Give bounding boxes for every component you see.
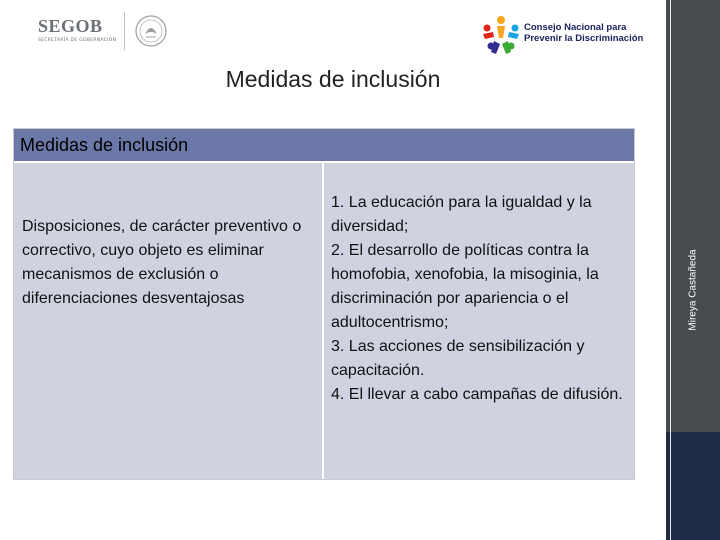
table-header	[14, 129, 634, 163]
conapred-name	[524, 22, 643, 44]
list-item: 2. El desarrollo de políticas contra la homofobia, xenofobia, la misoginia, la discriminación por apariencia o el adultocentrismo;	[331, 242, 599, 331]
page-title: Medidas de inclusión	[225, 66, 441, 92]
conapred-figures-icon	[480, 14, 522, 56]
list-item: 3. Las acciones de sensibilización y capacitación.	[331, 338, 585, 379]
list-item: 4. El llevar a cabo campañas de difusión.	[331, 386, 623, 403]
logo-divider	[124, 12, 125, 50]
conapred-logo	[480, 14, 642, 56]
sidebar	[666, 0, 720, 432]
inclusion-table	[13, 128, 635, 480]
author-label: Mireya Castañeda	[687, 249, 699, 331]
column-divider	[322, 163, 324, 479]
sidebar-divider	[670, 0, 671, 540]
table-cell-definition: Disposiciones, de carácter preventivo o correctivo, cuyo objeto es eliminar mecanismos de exclusión o diferenciaciones desventajosas	[22, 218, 302, 307]
mexican-seal-icon	[134, 14, 168, 48]
segob-wordmark: SEGOB	[38, 16, 103, 36]
table-cell-measures	[331, 191, 631, 407]
conapred-line1: Consejo Nacional para	[524, 22, 627, 33]
segob-subtitle: SECRETARÍA DE GOBERNACIÓN	[38, 38, 117, 43]
conapred-line2: Prevenir la Discriminación	[524, 33, 644, 44]
sidebar-bottom-block	[666, 432, 720, 540]
segob-logo	[36, 12, 176, 52]
table-header-label: Medidas de inclusión	[20, 135, 189, 155]
list-item: 1. La educación para la igualdad y la diversidad;	[331, 194, 592, 235]
